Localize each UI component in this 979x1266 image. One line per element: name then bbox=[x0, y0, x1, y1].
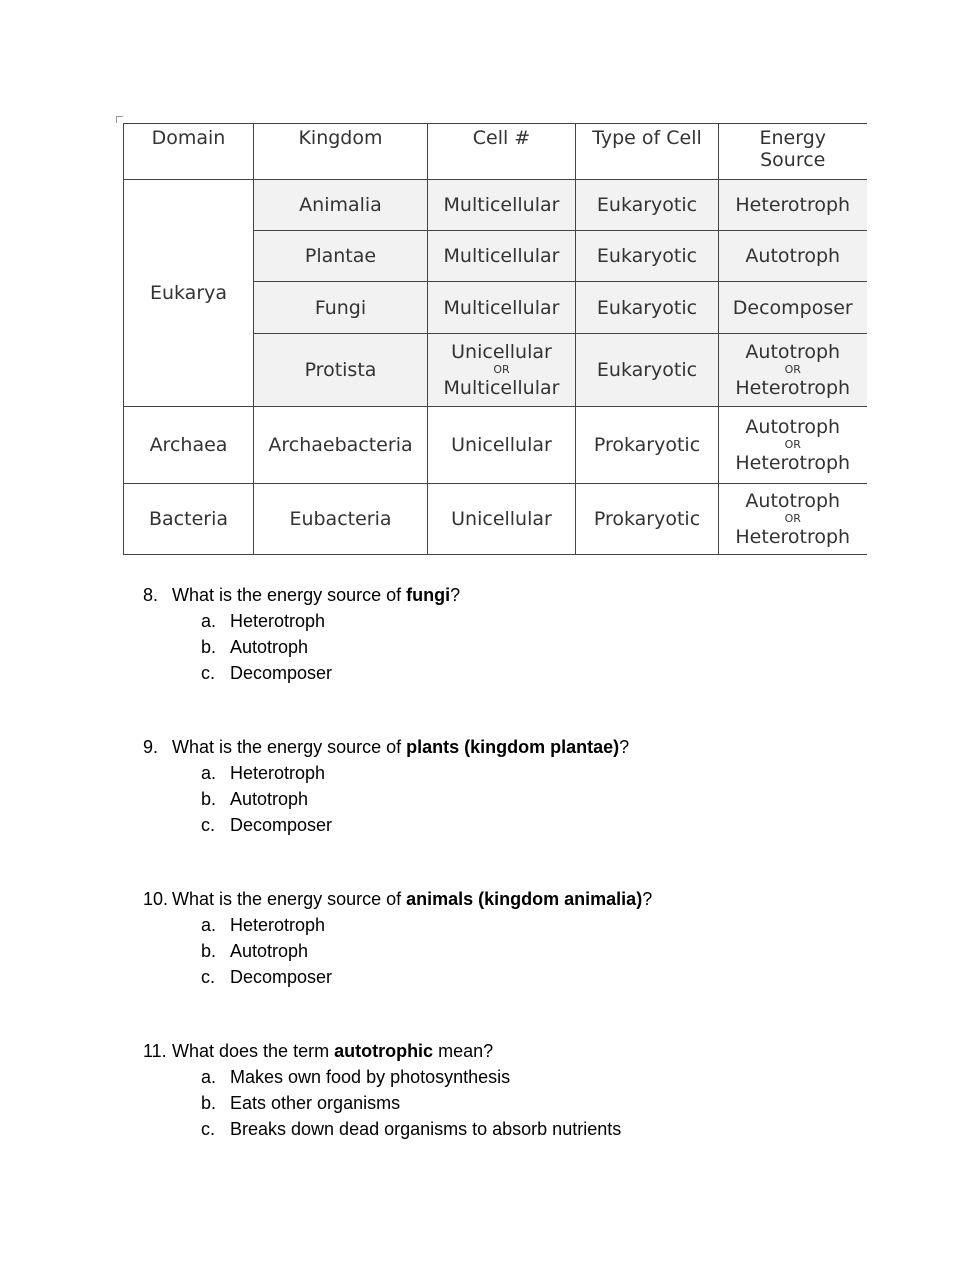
kingdom-cell: Protista bbox=[254, 334, 428, 407]
question-8: 8. What is the energy source of fungi? a. Heterotroph b. Autotroph c. Decomposer bbox=[143, 582, 460, 686]
energy-cell: Autotroph OR Heterotroph bbox=[719, 407, 867, 484]
energy-cell: Autotroph bbox=[719, 231, 867, 282]
kingdom-cell: Eubacteria bbox=[254, 484, 428, 555]
cell-type-cell: Eukaryotic bbox=[576, 282, 719, 334]
domain-cell: Bacteria bbox=[124, 484, 254, 555]
header-cell-count: Cell # bbox=[428, 124, 576, 180]
cell-type-cell: Eukaryotic bbox=[576, 180, 719, 231]
table-row bbox=[124, 484, 867, 555]
option-c[interactable]: c. Decomposer bbox=[201, 663, 333, 683]
option-a[interactable]: a. Makes own food by photosynthesis bbox=[201, 1067, 511, 1087]
energy-cell: Autotroph OR Heterotroph bbox=[719, 334, 867, 407]
option-b[interactable]: b. Autotroph bbox=[201, 941, 309, 961]
question-11: 11. What does the term autotrophic mean? a. Makes own food by photosynthesis b. Eats other organisms c. Breaks down dead organisms to absorb nutrients bbox=[143, 1038, 621, 1142]
option-b[interactable]: b. Autotroph bbox=[201, 637, 309, 657]
kingdom-cell: Animalia bbox=[254, 180, 428, 231]
cell-count-cell: Unicellular bbox=[428, 484, 576, 555]
cell-type-cell: Eukaryotic bbox=[576, 334, 719, 407]
option-a[interactable]: a. Heterotroph bbox=[201, 915, 326, 935]
table-row bbox=[124, 407, 867, 484]
option-c[interactable]: c. Decomposer bbox=[201, 815, 333, 835]
cell-type-cell: Eukaryotic bbox=[576, 231, 719, 282]
energy-cell: Decomposer bbox=[719, 282, 867, 334]
header-domain: Domain bbox=[124, 124, 254, 180]
kingdom-cell: Archaebacteria bbox=[254, 407, 428, 484]
kingdom-cell: Plantae bbox=[254, 231, 428, 282]
option-b[interactable]: b. Eats other organisms bbox=[201, 1093, 401, 1113]
table-row bbox=[124, 180, 867, 231]
cell-count-cell: Multicellular bbox=[428, 282, 576, 334]
kingdom-cell: Fungi bbox=[254, 282, 428, 334]
option-c[interactable]: c. Decomposer bbox=[201, 967, 333, 987]
cell-type-cell: Prokaryotic bbox=[576, 407, 719, 484]
cell-type-cell: Prokaryotic bbox=[576, 484, 719, 555]
table-corner-mark bbox=[116, 116, 123, 123]
classification-table bbox=[123, 123, 867, 555]
question-10: 10. What is the energy source of animals (kingdom animalia)? a. Heterotroph b. Autotroph c. Decomposer bbox=[143, 886, 652, 990]
option-c[interactable]: c. Breaks down dead organisms to absorb nutrients bbox=[201, 1119, 622, 1139]
cell-count-cell: Multicellular bbox=[428, 231, 576, 282]
header-cell-type: Type of Cell bbox=[576, 124, 719, 180]
cell-count-cell: Unicellular OR Multicellular bbox=[428, 334, 576, 407]
domain-cell: Eukarya bbox=[124, 180, 254, 407]
header-energy-source: Energy Source bbox=[719, 124, 867, 180]
energy-cell: Autotroph OR Heterotroph bbox=[719, 484, 867, 555]
question-9: 9. What is the energy source of plants (kingdom plantae)? a. Heterotroph b. Autotroph c. Decomposer bbox=[143, 734, 629, 838]
option-b[interactable]: b. Autotroph bbox=[201, 789, 309, 809]
table-header-row bbox=[124, 124, 867, 180]
header-kingdom: Kingdom bbox=[254, 124, 428, 180]
energy-cell: Heterotroph bbox=[719, 180, 867, 231]
domain-cell: Archaea bbox=[124, 407, 254, 484]
cell-count-cell: Unicellular bbox=[428, 407, 576, 484]
option-a[interactable]: a. Heterotroph bbox=[201, 763, 326, 783]
cell-count-cell: Multicellular bbox=[428, 180, 576, 231]
option-a[interactable]: a. Heterotroph bbox=[201, 611, 326, 631]
